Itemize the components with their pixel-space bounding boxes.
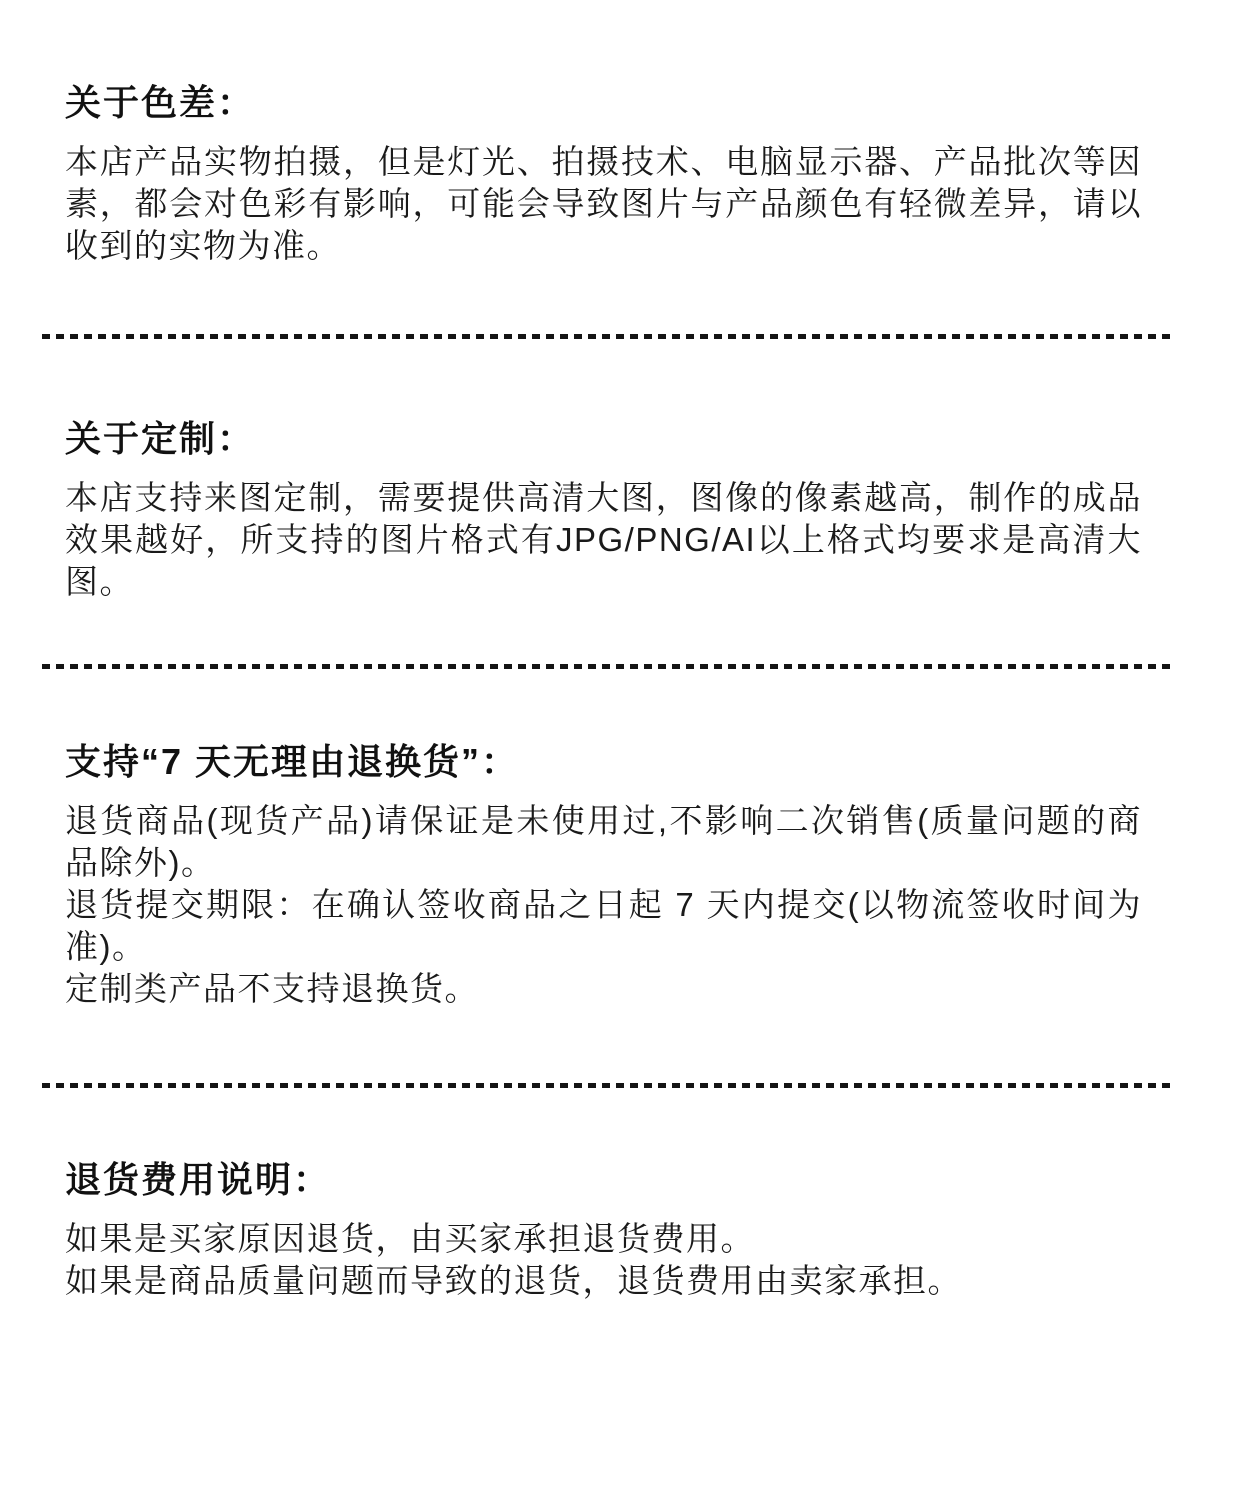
paragraph: 如果是商品质量问题而导致的退货，退货费用由卖家承担。 bbox=[65, 1262, 962, 1299]
section-body-customization bbox=[65, 477, 1142, 603]
paragraph: 本店支持来图定制，需要提供高清大图，图像的像素越高，制作的成品效果越好，所支持的图片格式有JPG/PNG/AI以上格式均要求是高清大图。 bbox=[65, 479, 1142, 600]
section-color-difference bbox=[65, 81, 1142, 267]
section-body-return-cost bbox=[65, 1218, 1142, 1302]
section-body-seven-day-return bbox=[65, 800, 1142, 1010]
section-heading-return-cost: 退货费用说明： bbox=[65, 1159, 332, 1200]
section-return-cost bbox=[65, 1158, 1142, 1302]
paragraph: 退货提交期限：在确认签收商品之日起 7 天内提交(以物流签收时间为准)。 bbox=[65, 886, 1142, 965]
section-seven-day-return bbox=[65, 740, 1142, 1010]
paragraph: 定制类产品不支持退换货。 bbox=[65, 970, 479, 1007]
paragraph: 本店产品实物拍摄，但是灯光、拍摄技术、电脑显示器、产品批次等因素，都会对色彩有影响，可能会导致图片与产品颜色有轻微差异，请以收到的实物为准。 bbox=[65, 143, 1142, 264]
section-heading-color-difference: 关于色差： bbox=[65, 82, 256, 123]
section-heading-customization: 关于定制： bbox=[65, 418, 256, 459]
paragraph: 退货商品(现货产品)请保证是未使用过,不影响二次销售(质量问题的商品除外)。 bbox=[65, 802, 1142, 881]
section-customization bbox=[65, 417, 1142, 603]
paragraph: 如果是买家原因退货，由买家承担退货费用。 bbox=[65, 1220, 755, 1257]
dashed-divider bbox=[42, 1083, 1173, 1088]
section-heading-seven-day-return: 支持“7 天无理由退换货”： bbox=[65, 741, 520, 782]
dashed-divider bbox=[42, 664, 1173, 669]
section-body-color-difference bbox=[65, 141, 1142, 267]
dashed-divider bbox=[42, 334, 1173, 339]
